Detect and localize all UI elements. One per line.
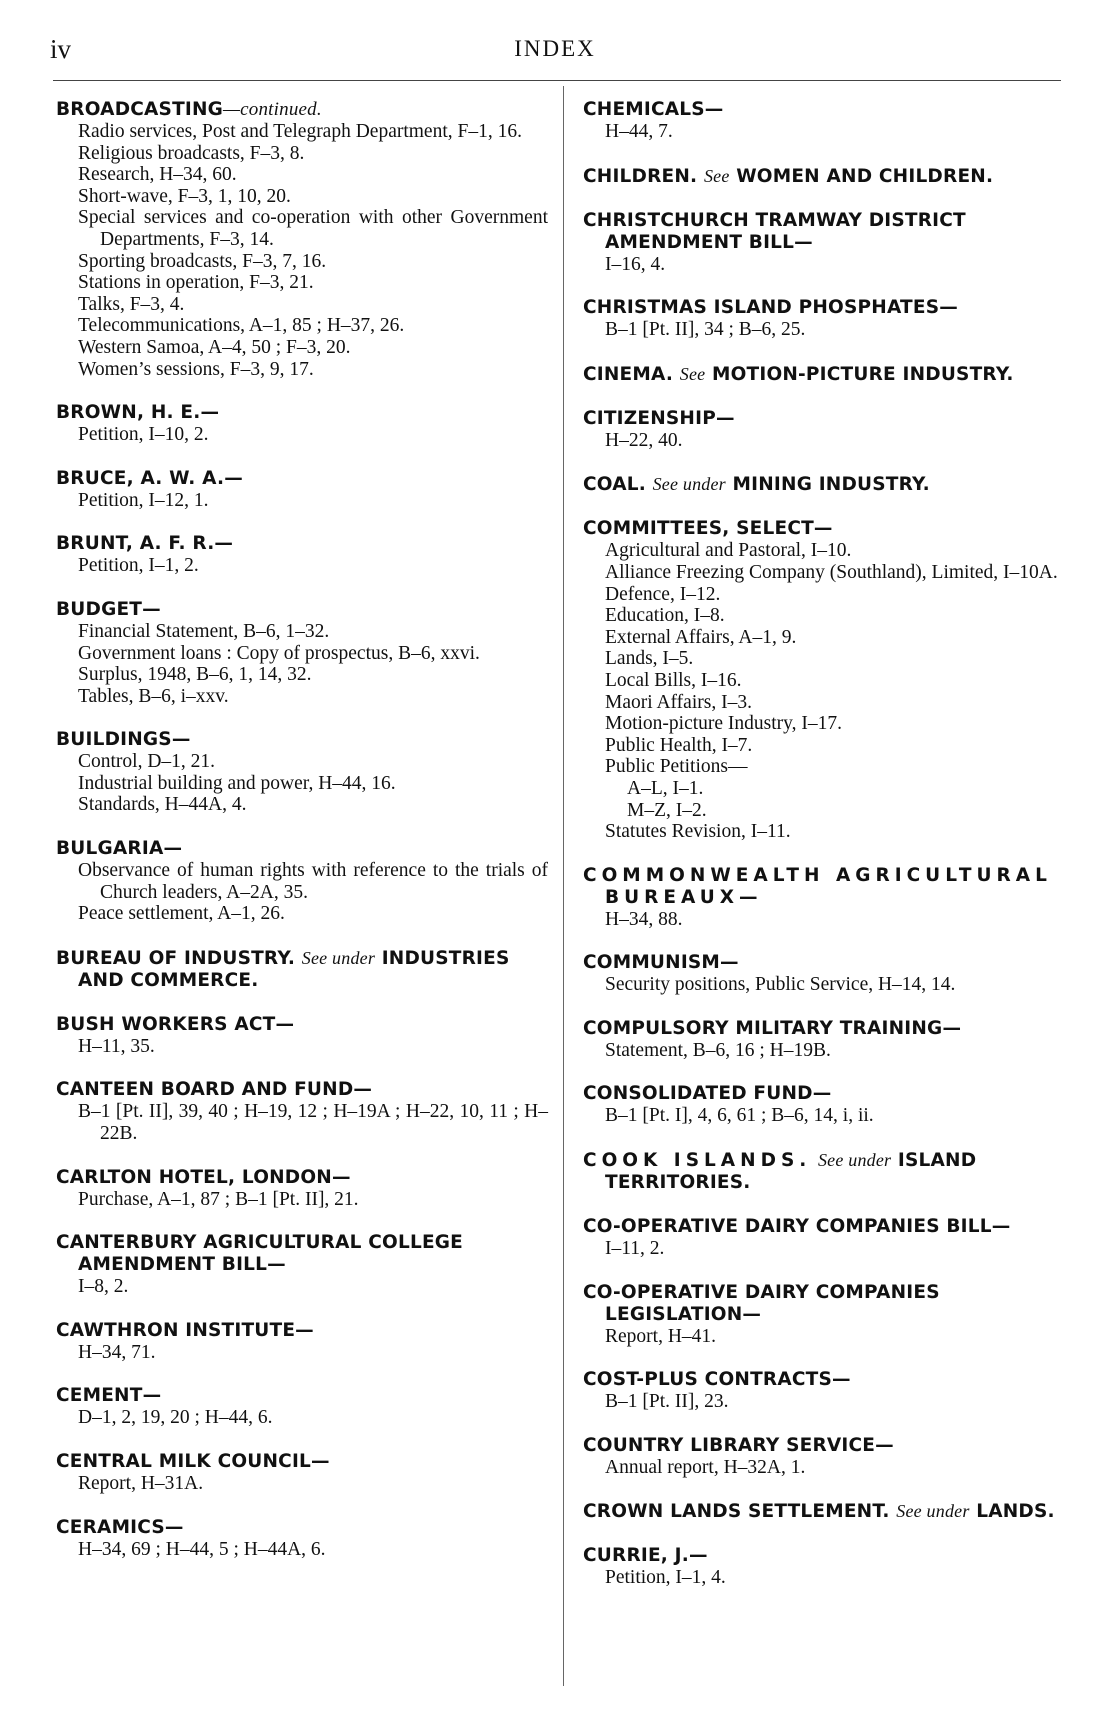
entry-line: Purchase, A–1, 87 ; B–1 [Pt. II], 21. <box>78 1188 359 1210</box>
entry-line: Radio services, Post and Telegraph Department, F–1, 16. <box>78 121 522 142</box>
index-entry-codairy-bill <box>583 1216 1071 1260</box>
reference-target: MINING INDUSTRY. <box>732 474 930 496</box>
heading-text: CHILDREN. <box>583 165 698 187</box>
index-entry-country-library <box>583 1435 1071 1479</box>
header-rule <box>53 80 1061 81</box>
entry-line: Stations in operation, F–3, 21. <box>78 272 314 294</box>
entry-line: Tables, B–6, i–xxv. <box>78 685 229 707</box>
entry-heading: CHRISTCHURCH TRAMWAY DISTRICT AMENDMENT BILL— <box>583 209 966 253</box>
heading-text: COAL. <box>583 474 646 496</box>
index-entry-cement <box>56 1385 548 1429</box>
entry-heading: BUDGET— <box>56 598 161 620</box>
entry-heading <box>583 363 1071 386</box>
entry-line: I–8, 2. <box>78 1276 129 1298</box>
entry-heading: CO-OPERATIVE DAIRY COMPANIES BILL— <box>583 1216 1011 1238</box>
index-entry-citizenship <box>583 408 1071 452</box>
index-entry-christchurch-tramway <box>583 210 1071 276</box>
reference-target: LANDS. <box>976 1501 1055 1523</box>
see-reference: See under <box>896 1501 970 1522</box>
entry-heading: BUILDINGS— <box>56 729 191 751</box>
entry-line: Petition, I–1, 4. <box>605 1567 726 1589</box>
entry-line: H–34, 69 ; H–44, 5 ; H–44A, 6. <box>78 1538 326 1560</box>
entry-line: H–22, 40. <box>605 429 683 451</box>
entry-line: Petition, I–1, 2. <box>78 555 199 577</box>
entry-heading: CO-OPERATIVE DAIRY COMPANIES LEGISLATION— <box>583 1281 940 1325</box>
heading-text: COOK ISLANDS. <box>583 1150 812 1172</box>
entry-line: H–44, 7. <box>605 121 673 142</box>
entry-line: Security positions, Public Service, H–14, 14. <box>605 974 956 996</box>
entry-line: I–11, 2. <box>605 1238 665 1260</box>
entry-subline: A–L, I–1. <box>627 777 704 799</box>
entry-heading: COMMONWEALTH AGRICULTURAL BUREAUX— <box>583 864 1052 908</box>
entry-line: B–1 [Pt. I], 4, 6, 61 ; B–6, 14, i, ii. <box>605 1105 874 1127</box>
entry-line: Special services and co-operation with other Government Departments, F–3, 14. <box>78 207 548 250</box>
index-entry-compulsory-training <box>583 1018 1071 1062</box>
entry-line: Talks, F–3, 4. <box>78 293 185 315</box>
entry-line: D–1, 2, 19, 20 ; H–44, 6. <box>78 1407 273 1429</box>
entry-heading <box>583 1500 1071 1523</box>
index-entry-currie <box>583 1545 1071 1589</box>
index-entry-buildings <box>56 729 548 816</box>
entry-line: B–1 [Pt. II], 23. <box>605 1391 729 1413</box>
entry-line: Peace settlement, A–1, 26. <box>78 903 285 925</box>
entry-line: Industrial building and power, H–44, 16. <box>78 772 396 794</box>
entry-line: Observance of human rights with reference to the trials of Church leaders, A–2A, 35. <box>78 860 548 903</box>
index-entry-central-milk-council <box>56 1451 548 1495</box>
entry-heading: CAWTHRON INSTITUTE— <box>56 1319 314 1341</box>
entry-line: External Affairs, A–1, 9. <box>605 626 797 648</box>
entry-line: H–11, 35. <box>78 1035 155 1057</box>
entry-heading: CHEMICALS— <box>583 99 724 120</box>
entry-line: Petition, I–10, 2. <box>78 424 209 446</box>
entry-heading: CANTEEN BOARD AND FUND— <box>56 1079 373 1101</box>
index-entry-christmas-island <box>583 297 1071 341</box>
entry-line: Statement, B–6, 16 ; H–19B. <box>605 1039 831 1061</box>
reference-target: WOMEN AND CHILDREN. <box>736 165 994 187</box>
index-entry-communism <box>583 952 1071 996</box>
entry-line: Short-wave, F–3, 1, 10, 20. <box>78 185 291 207</box>
entry-heading: BRUNT, A. F. R.— <box>56 533 234 555</box>
entry-heading: CERAMICS— <box>56 1516 184 1538</box>
entry-line: Surplus, 1948, B–6, 1, 14, 32. <box>78 664 312 686</box>
index-entry-broadcasting <box>56 99 548 380</box>
entry-heading: COMMITTEES, SELECT— <box>583 518 833 540</box>
reference-target: ISLAND TERRITORIES. <box>605 1150 977 1194</box>
index-entry-children <box>583 165 1071 188</box>
entry-heading: CHRISTMAS ISLAND PHOSPHATES— <box>583 297 958 319</box>
entry-line: Lands, I–5. <box>605 648 694 670</box>
entry-subline: M–Z, I–2. <box>627 799 707 821</box>
column-divider <box>563 86 564 1686</box>
index-entry-canterbury-college <box>56 1232 548 1298</box>
entry-heading: COMPULSORY MILITARY TRAINING— <box>583 1017 962 1039</box>
index-entry-ceramics <box>56 1517 548 1561</box>
entry-line: Sporting broadcasts, F–3, 7, 16. <box>78 250 327 272</box>
entry-line: I–16, 4. <box>605 253 666 275</box>
index-entry-consolidated-fund <box>583 1083 1071 1127</box>
entry-line: Defence, I–12. <box>605 583 721 605</box>
entry-line: Petition, I–12, 1. <box>78 489 209 511</box>
entry-line: Western Samoa, A–4, 50 ; F–3, 20. <box>78 336 351 358</box>
entry-line: Public Petitions— <box>605 756 748 778</box>
heading-text: BROADCASTING <box>56 99 224 120</box>
entry-line: Report, H–41. <box>605 1325 717 1347</box>
index-entry-cinema <box>583 363 1071 386</box>
index-entry-cook-islands <box>583 1149 1071 1194</box>
entry-line: Government loans : Copy of prospectus, B–6, xxvi. <box>78 642 480 664</box>
entry-heading: CENTRAL MILK COUNCIL— <box>56 1451 330 1472</box>
entry-line: Statutes Revision, I–11. <box>605 821 791 843</box>
index-entry-cost-plus <box>583 1369 1071 1413</box>
index-entry-crown-lands <box>583 1500 1071 1523</box>
entry-heading <box>583 473 1071 496</box>
index-entry-canteen-board <box>56 1079 548 1144</box>
entry-line: Motion-picture Industry, I–17. <box>605 713 843 735</box>
heading-text: CROWN LANDS SETTLEMENT. <box>583 1501 890 1523</box>
index-entry-chemicals <box>583 99 1071 143</box>
index-entry-bureau-of-industry <box>56 947 548 992</box>
see-reference: See <box>679 363 706 384</box>
entry-heading: CANTERBURY AGRICULTURAL COLLEGE AMENDMENT BILL— <box>56 1232 464 1276</box>
page-title: INDEX <box>514 36 596 61</box>
entry-line: H–34, 71. <box>78 1341 156 1363</box>
continued-label: —continued. <box>223 99 322 120</box>
index-entry-bulgaria <box>56 838 548 925</box>
reference-target: MOTION-PICTURE INDUSTRY. <box>712 363 1014 385</box>
index-entry-commonwealth-bureaux <box>583 865 1071 931</box>
entry-heading: BROWN, H. E.— <box>56 402 220 424</box>
reference-target: INDUSTRIES AND COMMERCE. <box>78 947 510 991</box>
entry-heading: COUNTRY LIBRARY SERVICE— <box>583 1434 894 1456</box>
entry-heading: COST-PLUS CONTRACTS— <box>583 1369 851 1391</box>
entry-line: Annual report, H–32A, 1. <box>605 1456 806 1478</box>
index-entry-carlton-hotel <box>56 1167 548 1211</box>
entry-heading: BULGARIA— <box>56 838 183 860</box>
index-entry-budget <box>56 599 548 707</box>
heading-text: CINEMA. <box>583 363 674 385</box>
entry-heading: CITIZENSHIP— <box>583 407 735 429</box>
entry-line: Control, D–1, 21. <box>78 751 216 773</box>
entry-line: Public Health, I–7. <box>605 734 753 756</box>
entry-line: H–34, 88. <box>605 908 683 930</box>
entry-heading: BUSH WORKERS ACT— <box>56 1013 295 1035</box>
index-entry-brown <box>56 402 548 446</box>
entry-heading <box>56 99 548 121</box>
entry-heading <box>56 947 548 992</box>
index-entry-committees-select <box>583 518 1071 842</box>
index-entry-codairy-legislation <box>583 1282 1071 1348</box>
entry-heading <box>583 165 1071 188</box>
index-entry-brunt <box>56 533 548 577</box>
page-number: iv <box>50 34 72 64</box>
index-column-right <box>583 99 1071 1589</box>
entry-line: Standards, H–44A, 4. <box>78 794 247 816</box>
entry-heading: CEMENT— <box>56 1385 162 1407</box>
entry-line: Local Bills, I–16. <box>605 669 742 691</box>
entry-line: Report, H–31A. <box>78 1473 204 1494</box>
index-entry-cawthron <box>56 1320 548 1364</box>
entry-line: Religious broadcasts, F–3, 8. <box>78 142 305 164</box>
see-reference: See <box>703 165 730 186</box>
see-reference: See under <box>652 474 726 495</box>
see-reference: See under <box>301 947 376 968</box>
entry-heading: COMMUNISM— <box>583 952 739 974</box>
entry-line: Research, H–34, 60. <box>78 164 237 186</box>
index-column-left <box>56 99 548 1560</box>
entry-line: Education, I–8. <box>605 605 725 627</box>
entry-heading: CURRIE, J.— <box>583 1545 708 1567</box>
entry-line: B–1 [Pt. II], 39, 40 ; H–19, 12 ; H–19A ; H–22, 10, 11 ; H–22B. <box>78 1101 548 1145</box>
entry-heading: BRUCE, A. W. A.— <box>56 467 243 489</box>
entry-line: Women’s sessions, F–3, 9, 17. <box>78 358 314 380</box>
entry-heading: CONSOLIDATED FUND— <box>583 1083 832 1105</box>
index-entry-bruce <box>56 468 548 512</box>
page-header <box>50 34 1060 68</box>
entry-line: B–1 [Pt. II], 34 ; B–6, 25. <box>605 319 806 341</box>
see-reference: See under <box>817 1150 892 1171</box>
entry-heading: CARLTON HOTEL, LONDON— <box>56 1166 351 1188</box>
entry-line: Alliance Freezing Company (Southland), Limited, I–10A. <box>605 561 1058 583</box>
entry-line: Financial Statement, B–6, 1–32. <box>78 620 330 642</box>
entry-line: Maori Affairs, I–3. <box>605 691 752 713</box>
heading-text: BUREAU OF INDUSTRY. <box>56 947 296 969</box>
entry-line: Agricultural and Pastoral, I–10. <box>605 540 852 562</box>
index-entry-coal <box>583 473 1071 496</box>
entry-heading <box>583 1149 1071 1194</box>
entry-line: Telecommunications, A–1, 85 ; H–37, 26. <box>78 315 405 337</box>
index-entry-bush-workers-act <box>56 1014 548 1058</box>
